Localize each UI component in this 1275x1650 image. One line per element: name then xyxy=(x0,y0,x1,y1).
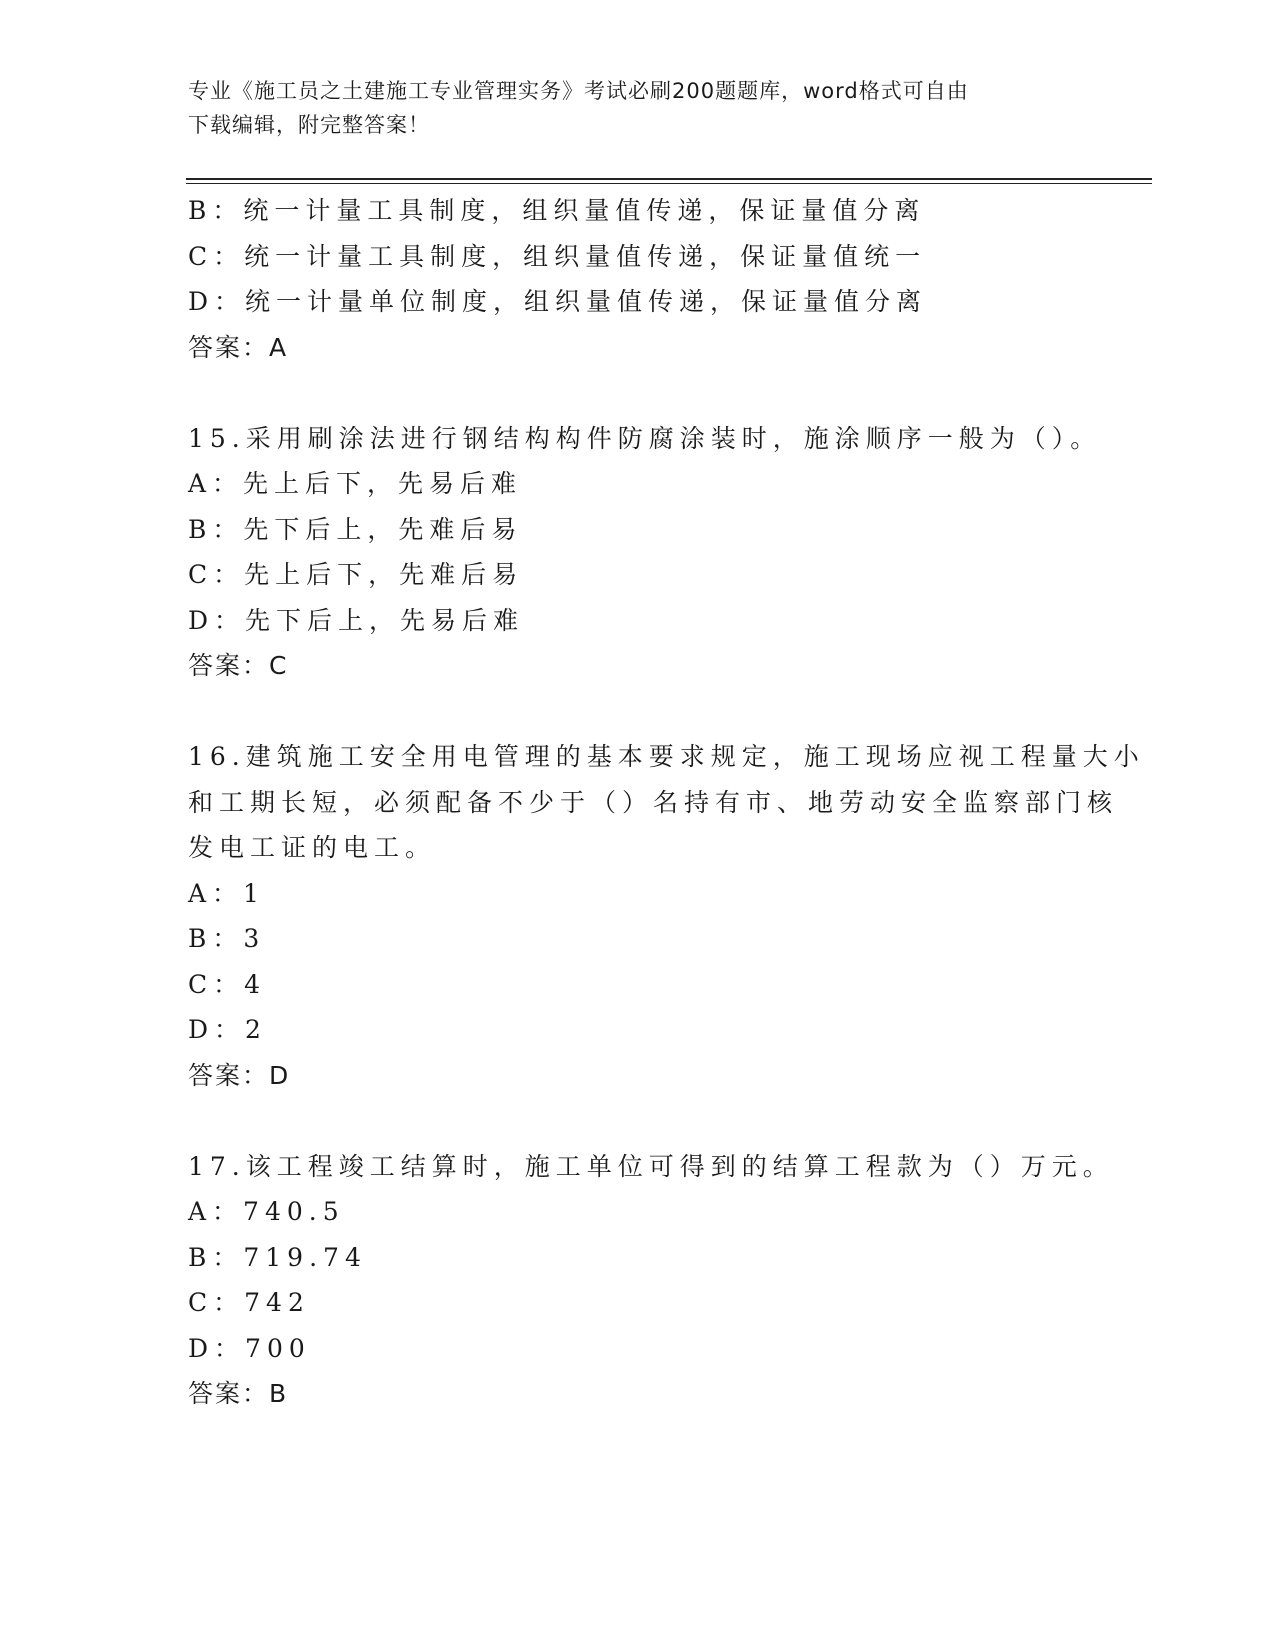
option-d: D：统一计量单位制度，组织量值传递，保证量值分离 xyxy=(188,287,928,316)
option-a: A：740.5 xyxy=(188,1197,345,1226)
document-header xyxy=(188,74,1068,142)
header-line-2: 下载编辑，附完整答案！ xyxy=(188,113,430,137)
header-divider-thick xyxy=(186,178,1152,180)
question-text-line-3: 发电工证的电工。 xyxy=(188,833,437,862)
option-d: D：2 xyxy=(188,1015,267,1044)
answer-line: 答案：D xyxy=(188,1060,291,1090)
option-d: D：先下后上，先易后难 xyxy=(188,605,525,635)
option-b: B：统一计量工具制度，组织量值传递，保证量值分离 xyxy=(188,196,926,225)
question-text-line-2: 和工期长短，必须配备不少于（）名持有市、地劳动安全监察部门核 xyxy=(188,787,1119,817)
question-block-15 xyxy=(188,416,1102,689)
option-d: D：700 xyxy=(188,1333,311,1363)
answer-line: 答案：A xyxy=(188,332,289,362)
question-block-14-continued xyxy=(188,188,1088,370)
spacer xyxy=(188,1098,1088,1144)
option-b: B：先下后上，先难后易 xyxy=(188,514,523,544)
option-c: C：4 xyxy=(188,969,267,999)
option-c: C：先上后下，先难后易 xyxy=(188,560,524,589)
option-b: B：719.74 xyxy=(188,1242,367,1272)
option-a: A：先上后下，先易后难 xyxy=(188,469,523,498)
answer-line: 答案：B xyxy=(188,1379,289,1408)
header-line-1: 专业《施工员之土建施工专业管理实务》考试必刷200题题库，word格式可自由 xyxy=(188,79,969,103)
answer-line: 答案：C xyxy=(188,651,289,680)
option-b: B：3 xyxy=(188,924,266,953)
question-text-line-1: 16.建筑施工安全用电管理的基本要求规定，施工现场应视工程量大小 xyxy=(188,742,1145,771)
header-divider-thin xyxy=(186,183,1152,184)
question-list xyxy=(188,188,1145,1417)
spacer xyxy=(188,689,1088,735)
option-c: C：742 xyxy=(188,1288,310,1317)
question-text: 17.该工程竣工结算时，施工单位可得到的结算工程款为（）万元。 xyxy=(188,1151,1114,1181)
option-a: A：1 xyxy=(188,878,265,908)
question-block-17 xyxy=(188,1144,1114,1417)
option-c: C：统一计量工具制度，组织量值传递，保证量值统一 xyxy=(188,241,927,271)
question-block-16 xyxy=(188,734,1145,1098)
question-text: 15.采用刷涂法进行钢结构构件防腐涂装时，施涂顺序一般为（）。 xyxy=(188,423,1102,453)
spacer xyxy=(188,370,1088,416)
